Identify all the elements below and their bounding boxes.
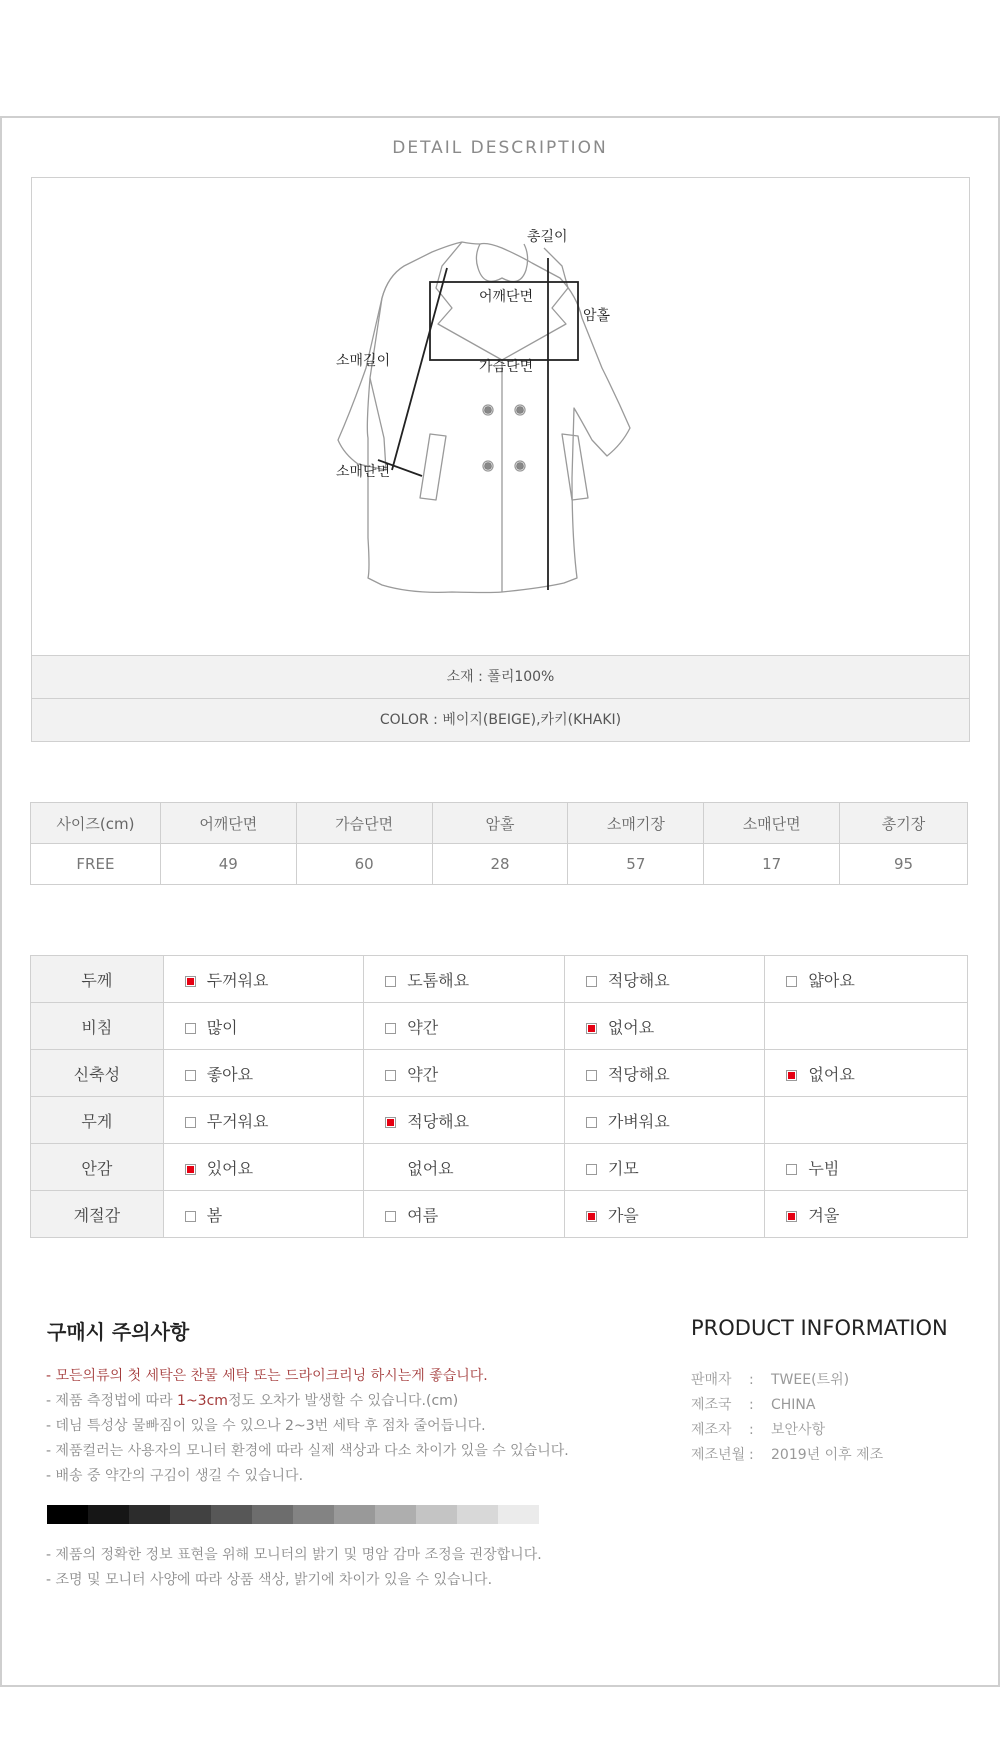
unchecked-box-icon [385, 1070, 396, 1081]
attribute-option-label: 여름 [407, 1205, 439, 1225]
attribute-option-label: 누빔 [808, 1158, 840, 1178]
size-cell: 17 [704, 844, 840, 885]
attribute-row [31, 1097, 968, 1144]
unchecked-box-icon [185, 1117, 196, 1128]
unchecked-box-icon [786, 1164, 797, 1175]
gray-swatch [334, 1505, 375, 1524]
size-table [30, 802, 968, 885]
attribute-row [31, 1144, 968, 1191]
pi-value: 보안사항 [771, 1422, 826, 1438]
attribute-option [364, 1003, 565, 1050]
attribute-label: 안감 [31, 1144, 164, 1191]
attribute-option-label: 없어요 [808, 1064, 855, 1084]
gray-swatch [457, 1505, 498, 1524]
caution-line: - 모든의류의 첫 세탁은 찬물 세탁 또는 드라이크리닝 하시는게 좋습니다. [46, 1368, 488, 1384]
gray-swatch [170, 1505, 211, 1524]
attribute-option [765, 1050, 968, 1097]
button-1-fill [485, 407, 492, 414]
unchecked-box-icon [385, 1023, 396, 1034]
attribute-option-label: 가을 [607, 1205, 639, 1225]
gray-swatch [375, 1505, 416, 1524]
size-header-cell: 가슴단면 [296, 803, 432, 844]
detail-title: DETAIL DESCRIPTION [392, 138, 608, 158]
unchecked-box-icon [586, 976, 597, 987]
attribute-option-label: 겨울 [808, 1205, 840, 1225]
checked-box-icon [185, 1164, 196, 1175]
attribute-option [364, 1097, 565, 1144]
label-armhole: 암홀 [583, 308, 611, 324]
product-info-title: PRODUCT INFORMATION [691, 1316, 948, 1340]
size-cell: 57 [568, 844, 704, 885]
checked-box-icon [185, 976, 196, 987]
product-info-list [691, 1368, 883, 1468]
pi-value: 2019년 이후 제조 [771, 1447, 884, 1463]
sleeve-length-line [392, 268, 447, 470]
caution-line-accent: 1~3cm [177, 1393, 228, 1409]
attribute-option [765, 956, 968, 1003]
gray-swatch [211, 1505, 252, 1524]
pi-key: 판매자 [691, 1372, 732, 1388]
attribute-row [31, 1003, 968, 1050]
attribute-option-label: 없어요 [407, 1158, 454, 1178]
size-header-cell: 암홀 [432, 803, 568, 844]
attribute-option [765, 1003, 968, 1050]
product-info-row [691, 1418, 883, 1443]
checked-box-icon [385, 1117, 396, 1128]
checked-box-icon [586, 1023, 597, 1034]
caution-line [46, 1389, 569, 1414]
pi-sep: : [749, 1372, 754, 1388]
size-cell: 28 [432, 844, 568, 885]
pi-key: 제조자 [691, 1422, 732, 1438]
attribute-option-label: 없어요 [607, 1017, 655, 1037]
attribute-option-label: 기모 [607, 1158, 639, 1178]
left-pocket [420, 434, 446, 500]
attribute-option [564, 1097, 765, 1144]
caution-line: - 제품컬러는 사용자의 모니터 환경에 따라 실제 색상과 다소 차이가 있을 수 있습니다. [46, 1443, 569, 1459]
attribute-option-label: 적당해요 [407, 1111, 470, 1131]
size-header-cell: 소매단면 [704, 803, 840, 844]
label-total-length: 총길이 [527, 229, 568, 245]
coat-diagram [31, 177, 970, 659]
attribute-option-label: 얇아요 [808, 970, 855, 990]
button-3-fill [485, 463, 492, 470]
pi-sep: : [749, 1422, 754, 1438]
pi-value: CHINA [771, 1397, 816, 1413]
attribute-option [364, 1191, 565, 1238]
button-4-fill [517, 463, 524, 470]
gray-swatch [252, 1505, 293, 1524]
attribute-option [765, 1097, 968, 1144]
size-cell: 60 [296, 844, 432, 885]
monitor-notes [46, 1543, 542, 1593]
pi-key: 제조년월 [691, 1447, 746, 1463]
attribute-label: 계절감 [31, 1191, 164, 1238]
size-header-cell: 어깨단면 [160, 803, 296, 844]
pi-sep: : [749, 1447, 754, 1463]
unchecked-box-icon [586, 1070, 597, 1081]
material-row: 소재 : 폴리100% [31, 655, 970, 699]
size-cell: 49 [160, 844, 296, 885]
size-table-header [31, 803, 968, 844]
gray-swatch [293, 1505, 334, 1524]
size-cell: 95 [840, 844, 968, 885]
pi-value: TWEE(트위) [771, 1372, 850, 1388]
attribute-option-label: 무거워요 [206, 1111, 269, 1131]
label-sleeve-width: 소매단면 [336, 464, 391, 480]
label-sleeve-length: 소매길이 [336, 353, 391, 369]
attribute-option [564, 1050, 765, 1097]
attribute-option-label: 봄 [206, 1205, 223, 1225]
caution-line: - 배송 중 약간의 구김이 생길 수 있습니다. [46, 1468, 304, 1484]
button-2-fill [517, 407, 524, 414]
caution-title: 구매시 주의사항 [47, 1320, 190, 1344]
attribute-option [163, 1191, 364, 1238]
attribute-option-label: 있어요 [206, 1158, 254, 1178]
attribute-option-label: 가벼워요 [607, 1111, 670, 1131]
product-info-row [691, 1368, 883, 1393]
attribute-option [163, 956, 364, 1003]
caution-line-suffix: 정도 오차가 발생할 수 있습니다.(cm) [227, 1393, 459, 1409]
attribute-option [364, 956, 565, 1003]
color-row: COLOR : 베이지(BEIGE),카키(KHAKI) [31, 698, 970, 742]
attribute-option-label: 좋아요 [206, 1064, 254, 1084]
attribute-option [163, 1097, 364, 1144]
collar-outline [476, 244, 527, 282]
unchecked-box-icon [385, 976, 396, 987]
attribute-option-label: 적당해요 [607, 1064, 670, 1084]
checked-box-icon [586, 1211, 597, 1222]
monitor-line: - 제품의 정확한 정보 표현을 위해 모니터의 밝기 및 명암 감마 조정을 권장합니다. [46, 1547, 542, 1563]
label-chest: 가슴단면 [479, 359, 534, 375]
attribute-option [564, 1003, 765, 1050]
unchecked-box-icon [586, 1117, 597, 1128]
size-header-cell: 소매기장 [568, 803, 704, 844]
gray-swatch [47, 1505, 88, 1524]
size-header-cell: 사이즈(cm) [31, 803, 161, 844]
attribute-option [163, 1003, 364, 1050]
attribute-row [31, 1050, 968, 1097]
attribute-option-label: 도톰해요 [407, 970, 470, 990]
caution-line-prefix: - 제품 측정법에 따라 [46, 1393, 178, 1409]
label-shoulder: 어깨단면 [479, 289, 534, 305]
attribute-label: 무게 [31, 1097, 164, 1144]
unchecked-box-icon [385, 1211, 396, 1222]
size-table-row [31, 844, 968, 885]
unchecked-box-icon [586, 1164, 597, 1175]
size-cell: FREE [31, 844, 161, 885]
attribute-label: 신축성 [31, 1050, 164, 1097]
attribute-label: 비침 [31, 1003, 164, 1050]
caution-line: - 데님 특성상 물빠짐이 있을 수 있으나 2~3번 세탁 후 점차 줄어듭니다. [46, 1418, 486, 1434]
attribute-table [30, 955, 968, 1238]
attribute-option [564, 1144, 765, 1191]
attribute-label: 두께 [31, 956, 164, 1003]
attribute-option-label: 적당해요 [607, 970, 670, 990]
attribute-option-label: 많이 [206, 1017, 238, 1037]
attribute-option [564, 956, 765, 1003]
unchecked-box-icon [185, 1023, 196, 1034]
attribute-option [364, 1144, 565, 1191]
attribute-option [364, 1050, 565, 1097]
size-header-cell: 총기장 [840, 803, 968, 844]
attribute-option [163, 1144, 364, 1191]
unchecked-box-icon [786, 976, 797, 987]
pi-key: 제조국 [691, 1397, 732, 1413]
checked-box-icon [786, 1211, 797, 1222]
coat-illustration [32, 178, 969, 658]
gray-swatch [498, 1505, 539, 1524]
unchecked-box-icon [185, 1211, 196, 1222]
attribute-option-label: 두꺼워요 [206, 970, 269, 990]
attribute-row [31, 956, 968, 1003]
attribute-row [31, 1191, 968, 1238]
monitor-line: - 조명 및 모니터 사양에 따라 상품 색상, 밝기에 차이가 있을 수 있습니다. [46, 1572, 493, 1588]
attribute-option [765, 1144, 968, 1191]
gray-swatch [129, 1505, 170, 1524]
attribute-option-label: 약간 [407, 1064, 439, 1084]
product-info-row [691, 1443, 883, 1468]
gray-swatch [88, 1505, 129, 1524]
unchecked-box-icon [385, 1164, 396, 1175]
unchecked-box-icon [185, 1070, 196, 1081]
caution-list [46, 1364, 569, 1489]
gray-scale-strip [47, 1505, 539, 1524]
right-pocket [562, 434, 588, 500]
checked-box-icon [786, 1070, 797, 1081]
attribute-option [765, 1191, 968, 1238]
attribute-option-label: 약간 [407, 1017, 439, 1037]
gray-swatch [416, 1505, 457, 1524]
pi-sep: : [749, 1397, 754, 1413]
attribute-option [564, 1191, 765, 1238]
product-info-row [691, 1393, 883, 1418]
attribute-option [163, 1050, 364, 1097]
